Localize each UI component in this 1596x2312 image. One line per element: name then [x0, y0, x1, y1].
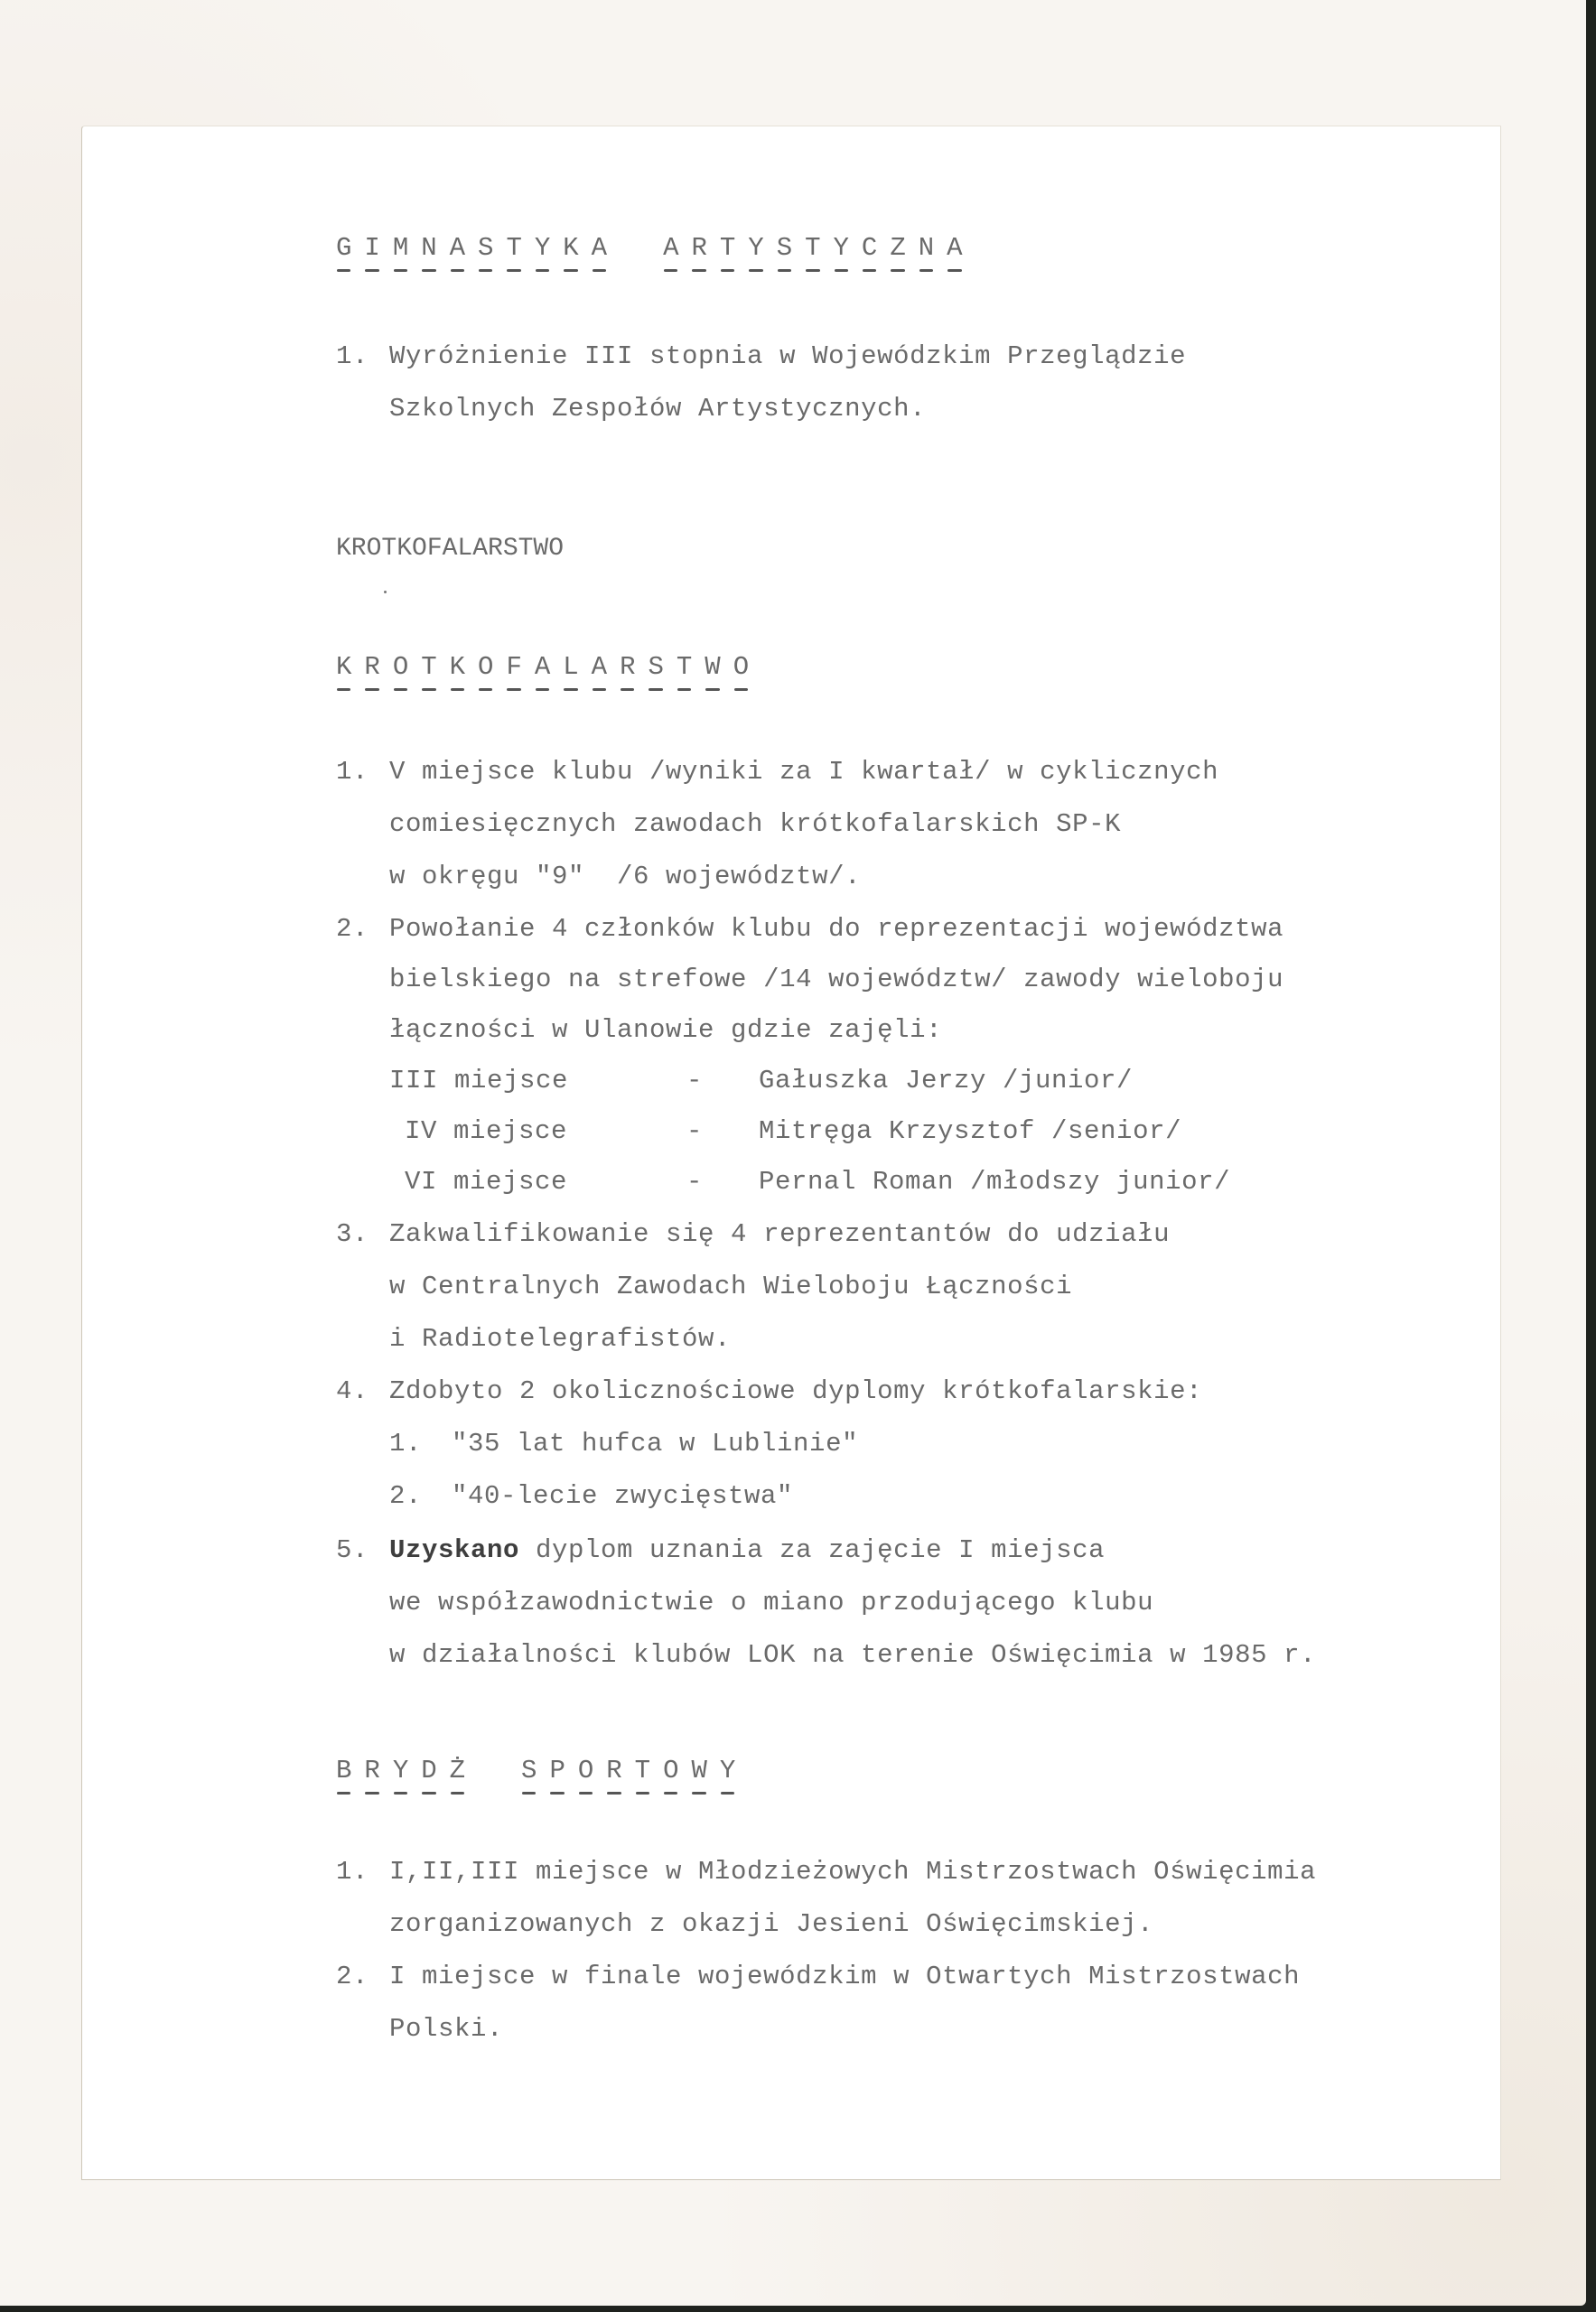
- placing-name: Pernal Roman /młodszy junior/: [759, 1167, 1231, 1197]
- list-item-text-rest: dyplom uznania za zajęcie I miejsca: [519, 1535, 1106, 1565]
- placing-dash: -: [686, 1066, 704, 1095]
- list-item-text: Szkolnych Zespołów Artystycznych.: [389, 394, 927, 424]
- heading-letter: F: [506, 652, 535, 682]
- heading-letter: G: [336, 233, 365, 263]
- heading-letter: R: [606, 1756, 635, 1785]
- heading-brydz-sportowy: [336, 1756, 748, 1785]
- heading-letter: T: [719, 233, 749, 263]
- heading-letter: R: [620, 652, 649, 682]
- heading-letter: Y: [748, 233, 777, 263]
- heading-letter: A: [449, 233, 479, 263]
- heading-letter: A: [591, 233, 621, 263]
- list-item-text: we współzawodnictwie o miano przodującego klubu: [389, 1588, 1154, 1617]
- list-item-text: łączności w Ulanowie gdzie zajęli:: [389, 1015, 943, 1045]
- heading-letter: K: [563, 233, 592, 263]
- list-item-number: 2.: [336, 914, 369, 944]
- heading-letter: Ż: [449, 1756, 479, 1785]
- list-item-text: w Centralnych Zawodach Wieloboju Łączności: [389, 1272, 1073, 1301]
- list-item-number: 1.: [336, 1857, 369, 1887]
- heading-letter: S: [478, 233, 507, 263]
- heading-letter: S: [776, 233, 806, 263]
- heading-letter: C: [861, 233, 891, 263]
- heading-word: [336, 233, 620, 263]
- heading-letter: O: [478, 652, 507, 682]
- list-item-text: V miejsce klubu /wyniki za I kwartał/ w cyklicznych: [389, 757, 1219, 787]
- heading-letter: T: [421, 652, 450, 682]
- heading-gimnastyka-artystyczna: [336, 233, 975, 263]
- heading-letter: P: [549, 1756, 578, 1785]
- list-item-text: bielskiego na strefowe /14 województw/ zawody wieloboju: [389, 965, 1284, 994]
- sublist-text: "35 lat hufca w Lublinie": [452, 1429, 859, 1459]
- heading-letter: O: [577, 1756, 607, 1785]
- heading-letter: N: [421, 233, 450, 263]
- sublist-number: 2.: [389, 1481, 423, 1511]
- list-item-text: I miejsce w finale wojewódzkim w Otwartych Mistrzostwach: [389, 1962, 1301, 1991]
- heading-letter: L: [563, 652, 592, 682]
- list-item-text: i Radiotelegrafistów.: [389, 1324, 732, 1354]
- list-item-number: 1.: [336, 341, 369, 371]
- placing-dash: -: [686, 1167, 704, 1197]
- heading-letter: Y: [719, 1756, 749, 1785]
- heading-word: [663, 233, 975, 263]
- heading-letter: S: [521, 1756, 550, 1785]
- sublist-text: "40-lecie zwycięstwa": [452, 1481, 794, 1511]
- list-item-text: [389, 1535, 1105, 1565]
- heading-letter: N: [918, 233, 947, 263]
- list-item-text: I,II,III miejsce w Młodzieżowych Mistrzostwach Oświęcimia: [389, 1857, 1317, 1887]
- list-item-number: 4.: [336, 1376, 369, 1406]
- list-item-number: 3.: [336, 1219, 369, 1249]
- heading-letter: W: [691, 1756, 720, 1785]
- heading-letter: I: [364, 233, 393, 263]
- sublist-number: 1.: [389, 1429, 423, 1459]
- emphasized-word: Uzyskano: [389, 1535, 520, 1565]
- heading-letter: S: [648, 652, 677, 682]
- list-item-text: Powołanie 4 członków klubu do reprezentacji województwa: [389, 914, 1284, 944]
- placing-name: Gałuszka Jerzy /junior/: [759, 1066, 1134, 1095]
- placing-rank: III miejsce: [389, 1066, 569, 1095]
- list-item-text: w okręgu "9" /6 województw/.: [389, 862, 862, 891]
- heading-letter: K: [449, 652, 479, 682]
- heading-letter: R: [691, 233, 720, 263]
- heading-letter: A: [663, 233, 692, 263]
- heading-letter: O: [663, 1756, 692, 1785]
- heading-letter: T: [676, 652, 705, 682]
- heading-letter: R: [364, 652, 393, 682]
- heading-letter: A: [947, 233, 975, 263]
- heading-word: [336, 1756, 478, 1785]
- heading-letter: Y: [392, 1756, 422, 1785]
- heading-letter: R: [364, 1756, 393, 1785]
- heading-letter: A: [534, 652, 564, 682]
- heading-letter: Y: [534, 233, 564, 263]
- list-item-number: 5.: [336, 1535, 369, 1565]
- heading-letter: W: [705, 652, 733, 682]
- list-item-text: Zdobyto 2 okolicznościowe dyplomy krótkofalarskie:: [389, 1376, 1203, 1406]
- list-item-text: zorganizowanych z okazji Jesieni Oświęcimskiej.: [389, 1909, 1154, 1939]
- list-item-text: comiesięcznych zawodach krótkofalarskich SP-K: [389, 809, 1122, 839]
- heading-letter: K: [336, 652, 365, 682]
- heading-letter: T: [506, 233, 535, 263]
- heading-letter: Z: [890, 233, 919, 263]
- placing-name: Mitręga Krzysztof /senior/: [759, 1116, 1182, 1146]
- heading-letter: D: [421, 1756, 450, 1785]
- heading-krotkofalarstwo: [336, 652, 761, 682]
- placing-dash: -: [686, 1116, 704, 1146]
- heading-letter: Y: [833, 233, 862, 263]
- heading-letter: M: [392, 233, 422, 263]
- placing-rank: IV miejsce: [405, 1116, 568, 1146]
- plain-heading-krotkofalarstwo: KROTKOFALARSTWO: [336, 535, 565, 563]
- heading-letter: T: [805, 233, 834, 263]
- ink-speck: [384, 591, 387, 593]
- list-item-text: w działalności klubów LOK na terenie Oświęcimia w 1985 r.: [389, 1640, 1317, 1670]
- list-item-text: Polski.: [389, 2014, 504, 2044]
- heading-letter: A: [591, 652, 621, 682]
- list-item-text: Wyróżnienie III stopnia w Wojewódzkim Przeglądzie: [389, 341, 1187, 371]
- placing-rank: VI miejsce: [405, 1167, 568, 1197]
- list-item-number: 2.: [336, 1962, 369, 1991]
- heading-letter: O: [733, 652, 762, 682]
- list-item-number: 1.: [336, 757, 369, 787]
- heading-letter: O: [392, 652, 422, 682]
- list-item-text: Zakwalifikowanie się 4 reprezentantów do udziału: [389, 1219, 1171, 1249]
- heading-word: [336, 652, 761, 682]
- heading-word: [521, 1756, 748, 1785]
- heading-letter: T: [634, 1756, 664, 1785]
- heading-letter: B: [336, 1756, 365, 1785]
